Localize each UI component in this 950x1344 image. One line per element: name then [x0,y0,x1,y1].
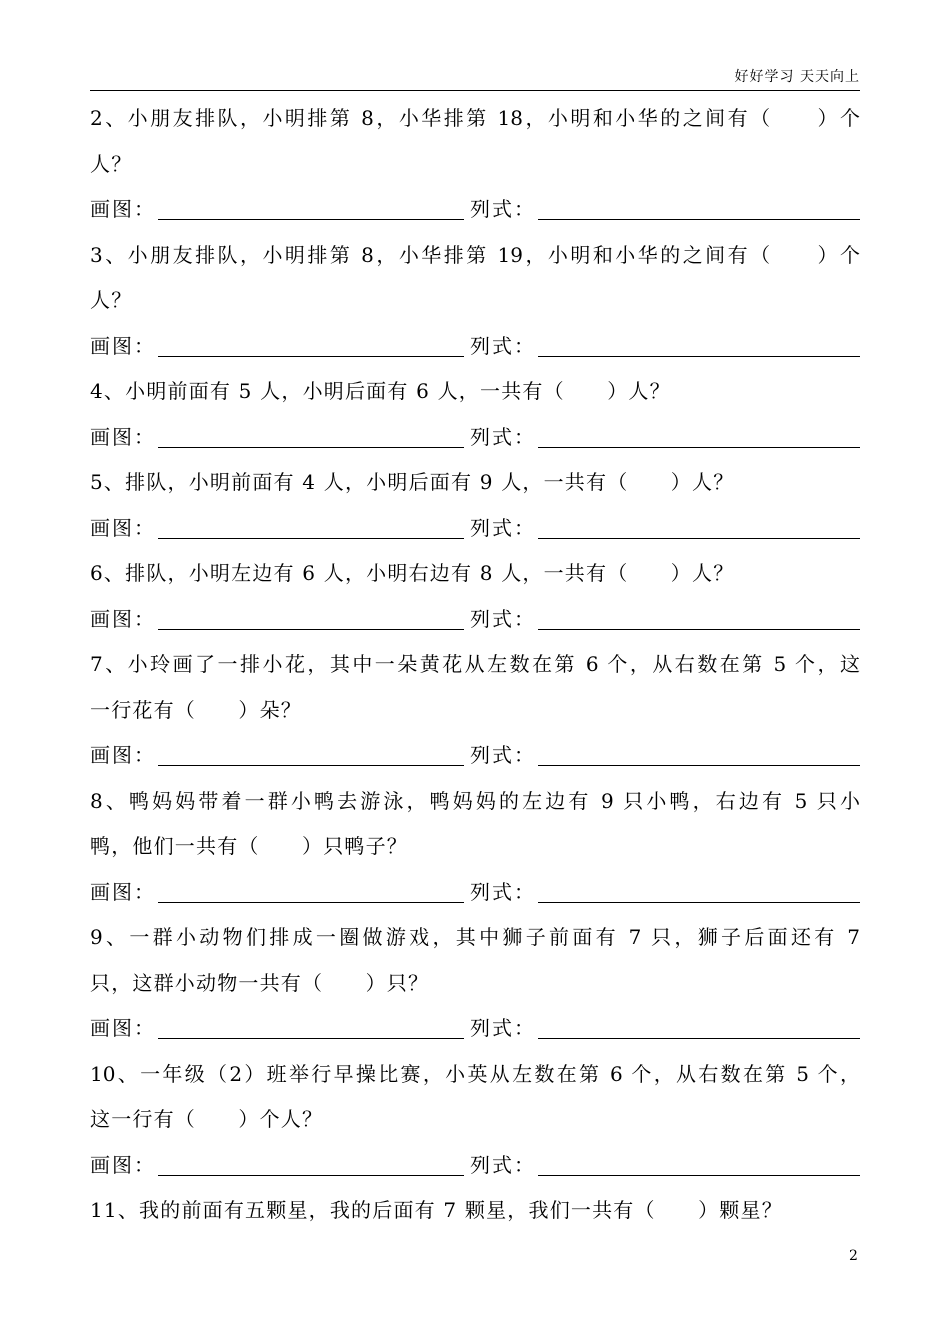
header-motto: 好好学习 天天向上 [734,69,860,85]
answer-row-4 [90,415,860,461]
answer-row-9 [90,1006,860,1052]
draw-label: 画图： [90,515,156,540]
formula-answer-line[interactable] [538,902,860,903]
draw-answer-line[interactable] [158,902,464,903]
question-3-line-2: 人？ [90,288,133,312]
formula-label: 列式： [470,197,536,221]
answer-row-6 [90,597,860,643]
draw-answer-line[interactable] [158,629,464,630]
formula-label: 列式： [470,1152,536,1177]
draw-label: 画图： [90,333,156,358]
question-7-line-1: 7、小玲画了一排小花，其中一朵黄花从左数在第 6 个，从右数在第 5 个，这 [90,652,860,676]
draw-label: 画图： [90,1016,156,1040]
formula-label: 列式： [470,424,536,449]
worksheet-content [90,96,860,1234]
page-number: 2 [849,1248,858,1264]
formula-label: 列式： [470,606,536,631]
formula-label: 列式： [470,1016,536,1040]
question-7-line-2: 一行花有（ ）朵？ [90,697,302,722]
draw-answer-line[interactable] [158,447,464,448]
question-4-line-1: 4、小明前面有 5 人，小明后面有 6 人，一共有（ ）人？ [90,379,671,403]
formula-answer-line[interactable] [538,765,860,766]
answer-row-5 [90,506,860,552]
draw-answer-line[interactable] [158,538,464,539]
formula-answer-line[interactable] [538,538,860,539]
question-9-line-2: 只，这群小动物一共有（ ）只？ [90,970,430,995]
formula-answer-line[interactable] [538,1175,860,1176]
answer-row-10 [90,1143,860,1189]
question-9-line-1: 9、一群小动物们排成一圈做游戏，其中狮子前面有 7 只，狮子后面还有 7 [90,925,860,949]
answer-row-2 [90,187,860,233]
formula-label: 列式： [470,743,536,767]
question-8-line-2: 鸭，他们一共有（ ）只鸭子？ [90,834,408,858]
formula-answer-line[interactable] [538,629,860,630]
formula-label: 列式： [470,879,536,904]
formula-answer-line[interactable] [538,1038,860,1039]
formula-answer-line[interactable] [538,219,860,220]
draw-label: 画图： [90,743,156,767]
question-2-line-2: 人？ [90,151,133,176]
draw-answer-line[interactable] [158,765,464,766]
question-5-line-1: 5、排队，小明前面有 4 人，小明后面有 9 人，一共有（ ）人？ [90,470,735,494]
formula-label: 列式： [470,515,536,540]
question-3-line-1: 3、小朋友排队，小明排第 8，小华排第 19，小明和小华的之间有（ ）个 [90,242,860,267]
draw-label: 画图： [90,424,156,449]
draw-answer-line[interactable] [158,1175,464,1176]
draw-answer-line[interactable] [158,1038,464,1039]
question-6-line-1: 6、排队，小明左边有 6 人，小明右边有 8 人，一共有（ ）人？ [90,561,735,585]
draw-label: 画图： [90,606,156,631]
formula-answer-line[interactable] [538,356,860,357]
page-header [90,62,860,91]
draw-label: 画图： [90,879,156,904]
question-10-line-1: 10、一年级（2）班举行早操比赛，小英从左数在第 6 个，从右数在第 5 个， [90,1061,860,1086]
draw-label: 画图： [90,1152,156,1177]
question-2-line-1: 2、小朋友排队，小明排第 8，小华排第 18，小明和小华的之间有（ ）个 [90,106,860,130]
answer-row-8 [90,870,860,916]
answer-row-3 [90,324,860,370]
formula-answer-line[interactable] [538,447,860,448]
draw-label: 画图： [90,197,156,221]
draw-answer-line[interactable] [158,219,464,220]
draw-answer-line[interactable] [158,356,464,357]
formula-label: 列式： [470,333,536,358]
question-10-line-2: 这一行有（ ）个人？ [90,1107,324,1131]
answer-row-7 [90,733,860,779]
question-11-line-1: 11、我的前面有五颗星，我的后面有 7 颗星，我们一共有（ ）颗星？ [90,1198,783,1222]
question-8-line-1: 8、鸭妈妈带着一群小鸭去游泳，鸭妈妈的左边有 9 只小鸭，右边有 5 只小 [90,788,860,813]
